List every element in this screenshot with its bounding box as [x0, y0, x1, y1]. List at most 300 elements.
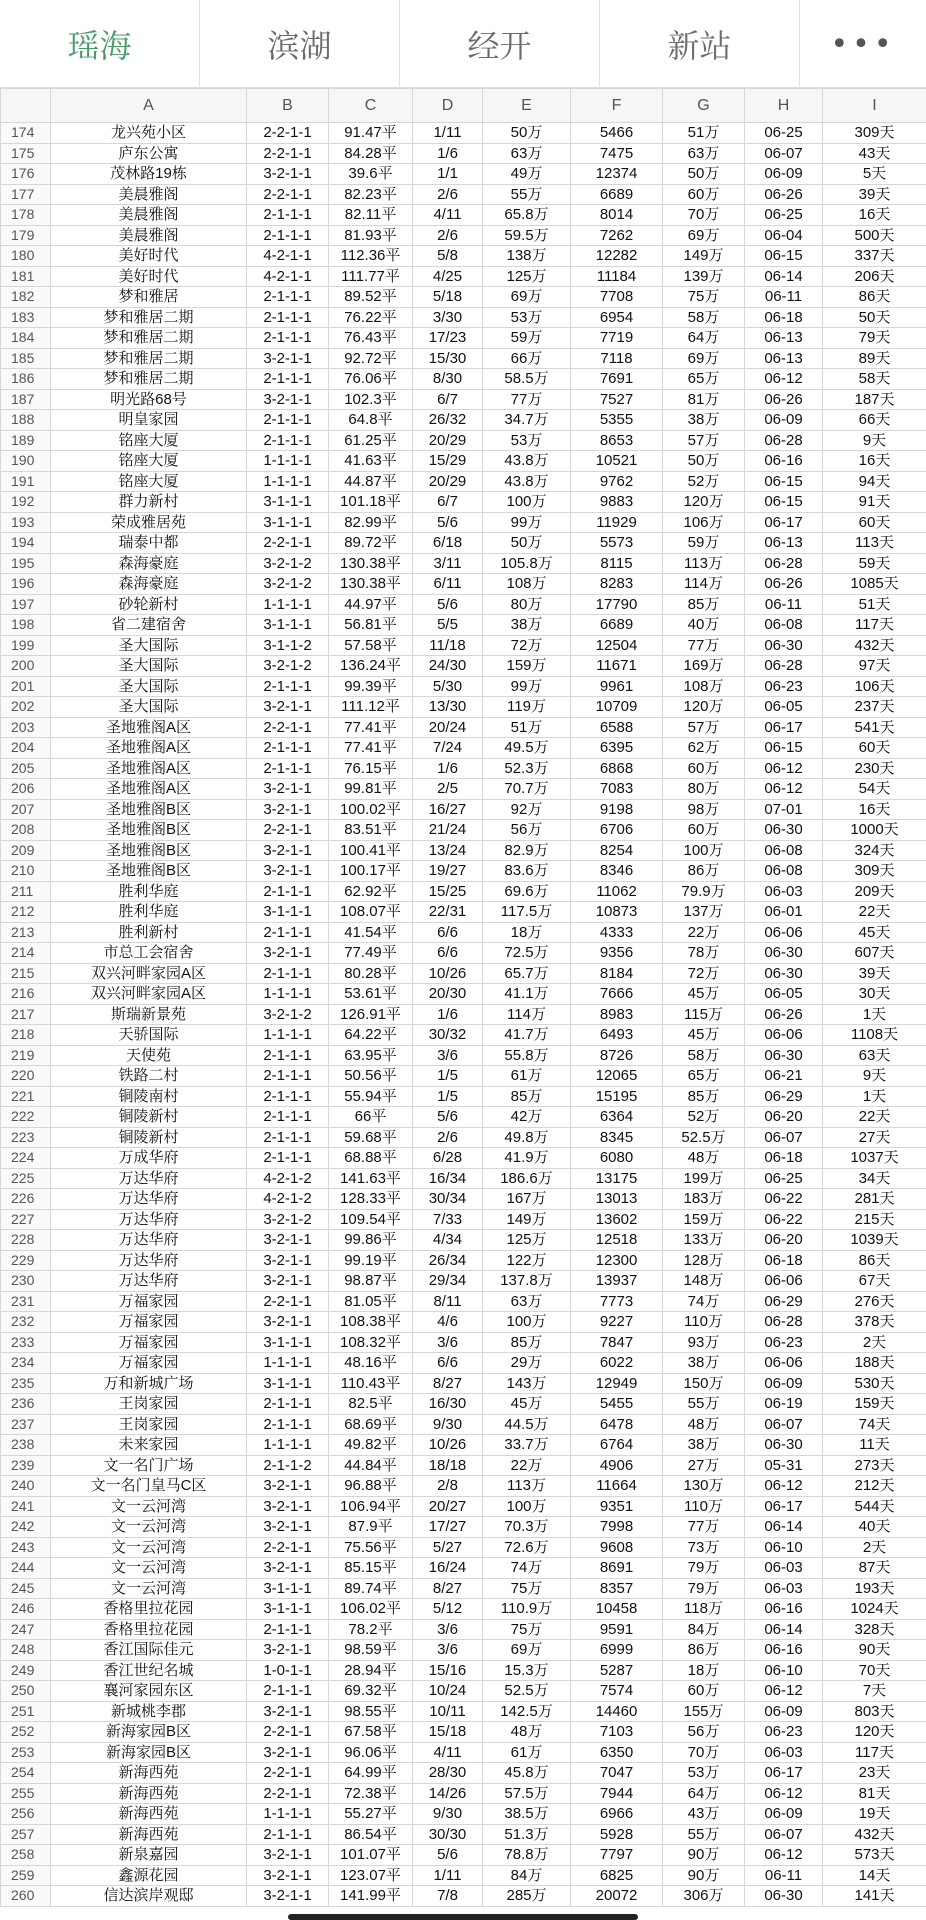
table-cell[interactable]: 16天 [823, 205, 926, 226]
table-cell[interactable]: 98.87平 [329, 1271, 413, 1292]
table-cell[interactable]: 2-2-1-1 [247, 1763, 329, 1784]
row-number[interactable]: 187 [1, 389, 51, 410]
table-cell[interactable]: 150万 [663, 1373, 745, 1394]
table-cell[interactable]: 美好时代 [51, 246, 247, 267]
table-cell[interactable]: 113万 [663, 553, 745, 574]
table-cell[interactable]: 06-16 [745, 451, 823, 472]
row-number[interactable]: 177 [1, 184, 51, 205]
table-cell[interactable]: 803天 [823, 1701, 926, 1722]
table-cell[interactable]: 1/5 [413, 1086, 483, 1107]
table-cell[interactable]: 鑫源花园 [51, 1865, 247, 1886]
table-cell[interactable]: 11929 [571, 512, 663, 533]
table-cell[interactable]: 2-2-1-1 [247, 820, 329, 841]
row-number[interactable]: 244 [1, 1558, 51, 1579]
row-number[interactable]: 241 [1, 1496, 51, 1517]
table-cell[interactable]: 06-25 [745, 205, 823, 226]
table-cell[interactable]: 122万 [483, 1250, 571, 1271]
table-cell[interactable]: 1-1-1-1 [247, 1353, 329, 1374]
table-cell[interactable]: 2-1-1-1 [247, 963, 329, 984]
row-number[interactable]: 229 [1, 1250, 51, 1271]
table-cell[interactable]: 69.32平 [329, 1681, 413, 1702]
table-cell[interactable]: 3/6 [413, 1619, 483, 1640]
table-cell[interactable]: 06-25 [745, 1168, 823, 1189]
table-cell[interactable]: 6395 [571, 738, 663, 759]
table-cell[interactable]: 万成华府 [51, 1148, 247, 1169]
table-cell[interactable]: 149万 [663, 246, 745, 267]
table-cell[interactable]: 27天 [823, 1127, 926, 1148]
table-cell[interactable]: 69万 [483, 287, 571, 308]
table-cell[interactable]: 68.69平 [329, 1414, 413, 1435]
row-number[interactable]: 207 [1, 799, 51, 820]
row-number[interactable]: 185 [1, 348, 51, 369]
table-cell[interactable]: 9227 [571, 1312, 663, 1333]
table-cell[interactable]: 06-12 [745, 779, 823, 800]
table-cell[interactable]: 100万 [483, 492, 571, 513]
table-cell[interactable]: 7797 [571, 1845, 663, 1866]
table-cell[interactable]: 20/27 [413, 1496, 483, 1517]
table-cell[interactable]: 6825 [571, 1865, 663, 1886]
table-cell[interactable]: 73万 [663, 1537, 745, 1558]
table-cell[interactable]: 06-08 [745, 861, 823, 882]
table-cell[interactable]: 500天 [823, 225, 926, 246]
table-cell[interactable]: 59天 [823, 553, 926, 574]
table-cell[interactable]: 58万 [663, 307, 745, 328]
table-cell[interactable]: 圣地雅阁A区 [51, 738, 247, 759]
table-cell[interactable]: 40万 [663, 615, 745, 636]
table-cell[interactable]: 38万 [663, 1353, 745, 1374]
table-cell[interactable]: 万福家园 [51, 1291, 247, 1312]
table-cell[interactable]: 06-30 [745, 943, 823, 964]
table-cell[interactable]: 30/32 [413, 1025, 483, 1046]
table-cell[interactable]: 17/23 [413, 328, 483, 349]
table-cell[interactable]: 06-09 [745, 1804, 823, 1825]
table-cell[interactable]: 83.51平 [329, 820, 413, 841]
table-cell[interactable]: 40天 [823, 1517, 926, 1538]
row-number[interactable]: 240 [1, 1476, 51, 1497]
row-number[interactable]: 179 [1, 225, 51, 246]
table-cell[interactable]: 5928 [571, 1824, 663, 1845]
table-cell[interactable]: 9608 [571, 1537, 663, 1558]
table-cell[interactable]: 52.3万 [483, 758, 571, 779]
table-cell[interactable]: 26/34 [413, 1250, 483, 1271]
table-cell[interactable]: 23天 [823, 1763, 926, 1784]
table-cell[interactable]: 27万 [663, 1455, 745, 1476]
table-cell[interactable]: 67天 [823, 1271, 926, 1292]
table-cell[interactable]: 28.94平 [329, 1660, 413, 1681]
table-cell[interactable]: 215天 [823, 1209, 926, 1230]
table-cell[interactable]: 信达滨岸观邸 [51, 1886, 247, 1907]
table-cell[interactable]: 06-30 [745, 963, 823, 984]
table-cell[interactable]: 113万 [483, 1476, 571, 1497]
table-cell[interactable]: 130.38平 [329, 574, 413, 595]
table-cell[interactable]: 06-20 [745, 1107, 823, 1128]
table-cell[interactable]: 铜陵南村 [51, 1086, 247, 1107]
table-cell[interactable]: 16/34 [413, 1168, 483, 1189]
table-cell[interactable]: 6954 [571, 307, 663, 328]
table-cell[interactable]: 新海家园B区 [51, 1742, 247, 1763]
table-cell[interactable]: 273天 [823, 1455, 926, 1476]
table-cell[interactable]: 文一云河湾 [51, 1578, 247, 1599]
table-cell[interactable]: 2-1-1-1 [247, 1148, 329, 1169]
table-cell[interactable]: 06-28 [745, 656, 823, 677]
table-cell[interactable]: 铭座大厦 [51, 430, 247, 451]
table-cell[interactable]: 3/6 [413, 1332, 483, 1353]
table-cell[interactable]: 3-2-1-1 [247, 1701, 329, 1722]
tab-district-2[interactable]: 经开 [400, 0, 600, 88]
table-cell[interactable]: 55.94平 [329, 1086, 413, 1107]
table-cell[interactable]: 48万 [483, 1722, 571, 1743]
row-number[interactable]: 251 [1, 1701, 51, 1722]
table-cell[interactable]: 3-2-1-1 [247, 861, 329, 882]
row-number[interactable]: 190 [1, 451, 51, 472]
table-cell[interactable]: 4/34 [413, 1230, 483, 1251]
table-cell[interactable]: 53.61平 [329, 984, 413, 1005]
table-cell[interactable]: 6/18 [413, 533, 483, 554]
table-cell[interactable]: 5天 [823, 164, 926, 185]
table-cell[interactable]: 44.87平 [329, 471, 413, 492]
table-cell[interactable]: 78万 [663, 943, 745, 964]
table-cell[interactable]: 206天 [823, 266, 926, 287]
table-cell[interactable]: 2-1-1-1 [247, 1414, 329, 1435]
table-cell[interactable]: 06-08 [745, 615, 823, 636]
table-cell[interactable]: 3/11 [413, 553, 483, 574]
table-cell[interactable]: 42万 [483, 1107, 571, 1128]
table-cell[interactable]: 15/16 [413, 1660, 483, 1681]
table-cell[interactable]: 108万 [663, 676, 745, 697]
table-cell[interactable]: 15/25 [413, 881, 483, 902]
table-cell[interactable]: 06-26 [745, 184, 823, 205]
table-cell[interactable]: 15.3万 [483, 1660, 571, 1681]
table-cell[interactable]: 2-2-1-1 [247, 143, 329, 164]
table-cell[interactable]: 圣地雅阁A区 [51, 758, 247, 779]
table-cell[interactable]: 89.74平 [329, 1578, 413, 1599]
tab-district-3[interactable]: 新站 [600, 0, 800, 88]
table-cell[interactable]: 3-2-1-1 [247, 389, 329, 410]
table-cell[interactable]: 8346 [571, 861, 663, 882]
table-cell[interactable]: 44.84平 [329, 1455, 413, 1476]
table-cell[interactable]: 57.5万 [483, 1783, 571, 1804]
table-cell[interactable]: 圣地雅阁B区 [51, 799, 247, 820]
table-cell[interactable]: 5466 [571, 123, 663, 144]
table-cell[interactable]: 9天 [823, 1066, 926, 1087]
table-cell[interactable]: 06-11 [745, 594, 823, 615]
table-cell[interactable]: 6689 [571, 184, 663, 205]
table-cell[interactable]: 1天 [823, 1004, 926, 1025]
row-number[interactable]: 231 [1, 1291, 51, 1312]
table-cell[interactable]: 7047 [571, 1763, 663, 1784]
table-cell[interactable]: 6/6 [413, 922, 483, 943]
table-cell[interactable]: 6080 [571, 1148, 663, 1169]
table-cell[interactable]: 06-14 [745, 266, 823, 287]
table-cell[interactable]: 6966 [571, 1804, 663, 1825]
row-number[interactable]: 255 [1, 1783, 51, 1804]
table-cell[interactable]: 06-23 [745, 676, 823, 697]
table-cell[interactable]: 4-2-1-2 [247, 1189, 329, 1210]
table-cell[interactable]: 85万 [663, 1086, 745, 1107]
table-cell[interactable]: 06-18 [745, 1250, 823, 1271]
table-cell[interactable]: 120万 [663, 697, 745, 718]
table-cell[interactable]: 06-11 [745, 287, 823, 308]
table-cell[interactable]: 1000天 [823, 820, 926, 841]
table-cell[interactable]: 06-04 [745, 225, 823, 246]
table-cell[interactable]: 6/6 [413, 943, 483, 964]
table-cell[interactable]: 99.81平 [329, 779, 413, 800]
table-cell[interactable]: 3-2-1-1 [247, 348, 329, 369]
row-number[interactable]: 233 [1, 1332, 51, 1353]
table-cell[interactable]: 06-30 [745, 1886, 823, 1907]
table-cell[interactable]: 99.39平 [329, 676, 413, 697]
table-cell[interactable]: 130.38平 [329, 553, 413, 574]
column-header[interactable]: C [329, 89, 413, 123]
table-cell[interactable]: 110.9万 [483, 1599, 571, 1620]
table-cell[interactable]: 6706 [571, 820, 663, 841]
table-cell[interactable]: 铜陵新村 [51, 1107, 247, 1128]
table-cell[interactable]: 5/12 [413, 1599, 483, 1620]
row-number[interactable]: 224 [1, 1148, 51, 1169]
row-number[interactable]: 245 [1, 1578, 51, 1599]
table-cell[interactable]: 94天 [823, 471, 926, 492]
table-cell[interactable]: 新海西苑 [51, 1763, 247, 1784]
table-cell[interactable]: 18万 [663, 1660, 745, 1681]
table-cell[interactable]: 87天 [823, 1558, 926, 1579]
table-cell[interactable]: 118万 [663, 1599, 745, 1620]
table-cell[interactable]: 49.82平 [329, 1435, 413, 1456]
table-cell[interactable]: 4/11 [413, 1742, 483, 1763]
table-cell[interactable]: 22天 [823, 1107, 926, 1128]
table-cell[interactable]: 16/27 [413, 799, 483, 820]
table-cell[interactable]: 12518 [571, 1230, 663, 1251]
table-cell[interactable]: 65.8万 [483, 205, 571, 226]
table-cell[interactable]: 8115 [571, 553, 663, 574]
column-header[interactable]: B [247, 89, 329, 123]
table-cell[interactable]: 68.88平 [329, 1148, 413, 1169]
table-cell[interactable]: 128万 [663, 1250, 745, 1271]
table-cell[interactable]: 7773 [571, 1291, 663, 1312]
table-cell[interactable]: 胜利华庭 [51, 881, 247, 902]
row-number[interactable]: 258 [1, 1845, 51, 1866]
table-cell[interactable]: 126.91平 [329, 1004, 413, 1025]
table-cell[interactable]: 50万 [483, 123, 571, 144]
table-cell[interactable]: 06-09 [745, 164, 823, 185]
table-cell[interactable]: 64.22平 [329, 1025, 413, 1046]
table-cell[interactable]: 43.8万 [483, 471, 571, 492]
table-cell[interactable]: 双兴河畔家园A区 [51, 984, 247, 1005]
table-cell[interactable]: 51万 [663, 123, 745, 144]
row-number[interactable]: 254 [1, 1763, 51, 1784]
row-number[interactable]: 188 [1, 410, 51, 431]
home-indicator[interactable] [288, 1914, 638, 1920]
table-cell[interactable]: 06-23 [745, 1332, 823, 1353]
table-cell[interactable]: 64.99平 [329, 1763, 413, 1784]
table-cell[interactable]: 2-1-1-1 [247, 758, 329, 779]
table-cell[interactable]: 9351 [571, 1496, 663, 1517]
table-cell[interactable]: 84万 [663, 1619, 745, 1640]
table-cell[interactable]: 8691 [571, 1558, 663, 1579]
table-cell[interactable]: 3-2-1-1 [247, 1640, 329, 1661]
table-cell[interactable]: 7/8 [413, 1886, 483, 1907]
table-cell[interactable]: 2-1-1-1 [247, 1127, 329, 1148]
tab-district-1[interactable]: 滨湖 [200, 0, 400, 88]
table-cell[interactable]: 万福家园 [51, 1353, 247, 1374]
table-cell[interactable]: 3/6 [413, 1045, 483, 1066]
table-cell[interactable]: 王岗家园 [51, 1394, 247, 1415]
table-cell[interactable]: 77.41平 [329, 738, 413, 759]
table-cell[interactable]: 6/11 [413, 574, 483, 595]
table-cell[interactable]: 48万 [663, 1414, 745, 1435]
row-number[interactable]: 201 [1, 676, 51, 697]
table-cell[interactable]: 62万 [663, 738, 745, 759]
row-number[interactable]: 225 [1, 1168, 51, 1189]
table-cell[interactable]: 77万 [483, 389, 571, 410]
table-cell[interactable]: 38.5万 [483, 1804, 571, 1825]
table-cell[interactable]: 111.77平 [329, 266, 413, 287]
table-cell[interactable]: 78.8万 [483, 1845, 571, 1866]
table-cell[interactable]: 2-2-1-1 [247, 1291, 329, 1312]
corner-cell[interactable] [1, 89, 51, 123]
row-number[interactable]: 197 [1, 594, 51, 615]
table-cell[interactable]: 3-2-1-1 [247, 1496, 329, 1517]
row-number[interactable]: 192 [1, 492, 51, 513]
table-cell[interactable]: 2-1-1-2 [247, 1455, 329, 1476]
table-cell[interactable]: 13/24 [413, 840, 483, 861]
table-cell[interactable]: 89天 [823, 348, 926, 369]
table-cell[interactable]: 06-29 [745, 1086, 823, 1107]
table-cell[interactable]: 378天 [823, 1312, 926, 1333]
table-cell[interactable]: 99万 [483, 512, 571, 533]
table-cell[interactable]: 9762 [571, 471, 663, 492]
row-number[interactable]: 223 [1, 1127, 51, 1148]
table-cell[interactable]: 17/27 [413, 1517, 483, 1538]
row-number[interactable]: 248 [1, 1640, 51, 1661]
row-number[interactable]: 253 [1, 1742, 51, 1763]
table-cell[interactable]: 06-07 [745, 1127, 823, 1148]
table-cell[interactable]: 香格里拉花园 [51, 1619, 247, 1640]
table-cell[interactable]: 58天 [823, 369, 926, 390]
table-cell[interactable]: 06-15 [745, 246, 823, 267]
table-cell[interactable]: 43万 [663, 1804, 745, 1825]
table-cell[interactable]: 万和新城广场 [51, 1373, 247, 1394]
row-number[interactable]: 230 [1, 1271, 51, 1292]
table-cell[interactable]: 22/31 [413, 902, 483, 923]
table-cell[interactable]: 30/34 [413, 1189, 483, 1210]
table-cell[interactable]: 18/18 [413, 1455, 483, 1476]
table-cell[interactable]: 39天 [823, 184, 926, 205]
table-cell[interactable]: 3-2-1-2 [247, 1004, 329, 1025]
table-cell[interactable]: 159万 [663, 1209, 745, 1230]
table-cell[interactable]: 4/6 [413, 1312, 483, 1333]
table-cell[interactable]: 41.9万 [483, 1148, 571, 1169]
table-cell[interactable]: 3-1-1-2 [247, 635, 329, 656]
row-number[interactable]: 256 [1, 1804, 51, 1825]
row-number[interactable]: 196 [1, 574, 51, 595]
table-cell[interactable]: 06-18 [745, 307, 823, 328]
table-cell[interactable]: 114万 [663, 574, 745, 595]
table-cell[interactable]: 10709 [571, 697, 663, 718]
table-cell[interactable]: 79天 [823, 328, 926, 349]
table-cell[interactable]: 6588 [571, 717, 663, 738]
table-cell[interactable]: 新海西苑 [51, 1783, 247, 1804]
row-number[interactable]: 243 [1, 1537, 51, 1558]
table-cell[interactable]: 森海豪庭 [51, 574, 247, 595]
table-cell[interactable]: 06-19 [745, 1394, 823, 1415]
table-cell[interactable]: 193天 [823, 1578, 926, 1599]
table-cell[interactable]: 96.88平 [329, 1476, 413, 1497]
table-cell[interactable]: 2天 [823, 1332, 926, 1353]
table-cell[interactable]: 天骄国际 [51, 1025, 247, 1046]
table-cell[interactable]: 省二建宿舍 [51, 615, 247, 636]
table-cell[interactable]: 81天 [823, 1783, 926, 1804]
table-cell[interactable]: 庐东公寓 [51, 143, 247, 164]
table-cell[interactable]: 06-14 [745, 1517, 823, 1538]
table-cell[interactable]: 5/6 [413, 1107, 483, 1128]
table-cell[interactable]: 文一名门广场 [51, 1455, 247, 1476]
table-cell[interactable]: 117.5万 [483, 902, 571, 923]
table-cell[interactable]: 93万 [663, 1332, 745, 1353]
table-cell[interactable]: 56万 [483, 820, 571, 841]
table-cell[interactable]: 50万 [483, 533, 571, 554]
table-cell[interactable]: 100.17平 [329, 861, 413, 882]
table-cell[interactable]: 5/30 [413, 676, 483, 697]
table-cell[interactable]: 4/11 [413, 205, 483, 226]
row-number[interactable]: 198 [1, 615, 51, 636]
table-cell[interactable]: 34.7万 [483, 410, 571, 431]
table-cell[interactable]: 55.27平 [329, 1804, 413, 1825]
table-cell[interactable]: 7118 [571, 348, 663, 369]
table-cell[interactable]: 香格里拉花园 [51, 1599, 247, 1620]
tab-district-0[interactable]: 瑶海 [0, 0, 200, 88]
table-cell[interactable]: 梦和雅居二期 [51, 307, 247, 328]
table-cell[interactable]: 7944 [571, 1783, 663, 1804]
table-cell[interactable]: 06-30 [745, 1435, 823, 1456]
table-cell[interactable]: 美晨雅阁 [51, 205, 247, 226]
table-cell[interactable]: 66万 [483, 348, 571, 369]
table-cell[interactable]: 97天 [823, 656, 926, 677]
table-cell[interactable]: 63.95平 [329, 1045, 413, 1066]
table-cell[interactable]: 130万 [663, 1476, 745, 1497]
table-cell[interactable]: 06-09 [745, 1701, 823, 1722]
table-cell[interactable]: 2-1-1-1 [247, 328, 329, 349]
table-cell[interactable]: 1/6 [413, 143, 483, 164]
table-cell[interactable]: 81万 [663, 389, 745, 410]
table-cell[interactable]: 2-1-1-1 [247, 410, 329, 431]
table-cell[interactable]: 4/25 [413, 266, 483, 287]
table-cell[interactable]: 07-01 [745, 799, 823, 820]
row-number[interactable]: 222 [1, 1107, 51, 1128]
table-cell[interactable]: 新泉嘉园 [51, 1845, 247, 1866]
table-cell[interactable]: 明皇家园 [51, 410, 247, 431]
table-cell[interactable]: 30/30 [413, 1824, 483, 1845]
table-cell[interactable]: 13937 [571, 1271, 663, 1292]
table-cell[interactable]: 17790 [571, 594, 663, 615]
table-cell[interactable]: 75万 [663, 287, 745, 308]
table-cell[interactable]: 9591 [571, 1619, 663, 1640]
table-cell[interactable]: 1/11 [413, 1865, 483, 1886]
table-cell[interactable]: 81.93平 [329, 225, 413, 246]
table-cell[interactable]: 82.11平 [329, 205, 413, 226]
table-cell[interactable]: 2-1-1-1 [247, 205, 329, 226]
table-cell[interactable]: 06-03 [745, 1558, 823, 1579]
table-cell[interactable]: 123.07平 [329, 1865, 413, 1886]
table-cell[interactable]: 19天 [823, 1804, 926, 1825]
row-number[interactable]: 247 [1, 1619, 51, 1640]
table-cell[interactable]: 133万 [663, 1230, 745, 1251]
table-cell[interactable]: 斯瑞新景苑 [51, 1004, 247, 1025]
table-cell[interactable]: 20/24 [413, 717, 483, 738]
table-cell[interactable]: 9天 [823, 430, 926, 451]
table-cell[interactable]: 69.6万 [483, 881, 571, 902]
table-cell[interactable]: 139万 [663, 266, 745, 287]
table-cell[interactable]: 4-2-1-2 [247, 1168, 329, 1189]
